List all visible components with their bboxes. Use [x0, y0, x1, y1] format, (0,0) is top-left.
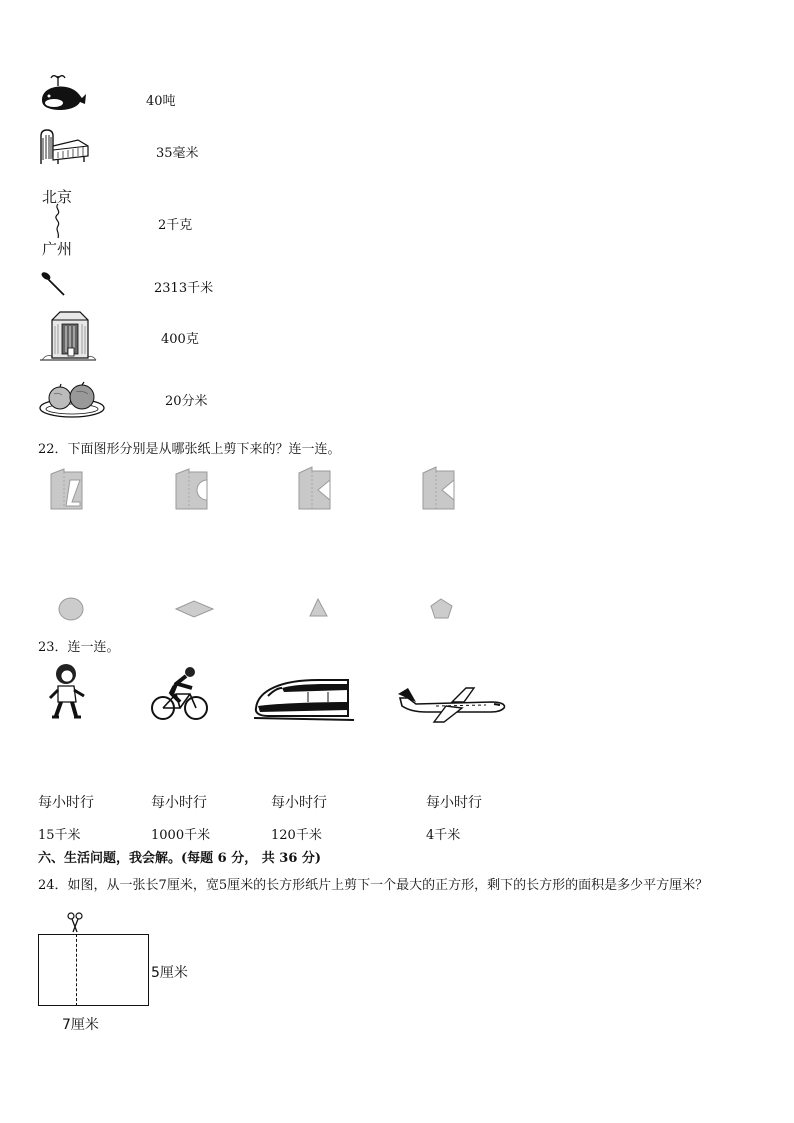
speed-label: 每小时行 — [271, 795, 327, 811]
walking-child-icon — [44, 660, 90, 720]
folded-paper-cut-1-icon — [50, 468, 84, 510]
cut-line — [76, 934, 77, 1006]
map-label-top: 北京 — [42, 188, 73, 206]
airplane-icon — [396, 684, 508, 724]
section-6-heading: 六、生活问题，我会解。(每题 6 分， 共 36 分) — [38, 851, 322, 866]
bed-icon — [38, 126, 90, 166]
unit-value: 40吨 — [146, 94, 176, 109]
folded-paper-cut-4-icon — [422, 466, 456, 510]
unit-value: 2313千米 — [154, 281, 214, 296]
speed-label: 每小时行 — [426, 795, 482, 811]
question-23-prompt: 23．连一连。 — [38, 640, 120, 655]
fruit-plate-icon — [38, 378, 108, 420]
length-label: 7厘米 — [62, 1017, 99, 1033]
question-24-prompt: 24．如图，从一张长7厘米，宽5厘米的长方形纸片上剪下一个最大的正方形，剩下的长方形的面积是多少平方厘米？ — [38, 878, 709, 893]
width-label: 5厘米 — [151, 965, 188, 981]
unit-value: 35毫米 — [156, 146, 199, 161]
bullet-train-icon — [248, 672, 358, 724]
unit-value: 400克 — [161, 332, 199, 347]
folded-paper-cut-2-icon — [175, 468, 209, 510]
building-icon — [38, 308, 98, 362]
pentagon-icon — [430, 598, 454, 620]
speed-value: 4千米 — [426, 828, 461, 843]
map-label-bottom: 广州 — [42, 240, 73, 258]
scissors-icon — [66, 912, 84, 934]
speed-value: 120千米 — [271, 828, 322, 843]
cyclist-icon — [150, 664, 210, 722]
unit-value: 2千克 — [158, 218, 193, 233]
folded-paper-cut-3-icon — [298, 466, 332, 510]
unit-value: 20分米 — [165, 394, 208, 409]
speed-value: 1000千米 — [151, 828, 211, 843]
triangle-icon — [309, 598, 329, 618]
rectangle-paper — [38, 934, 149, 1006]
rhombus-icon — [175, 600, 215, 618]
route-map-icon — [44, 203, 74, 239]
speed-label: 每小时行 — [38, 795, 94, 811]
whale-icon — [36, 72, 88, 114]
circle-icon — [58, 597, 86, 623]
question-22-prompt: 22．下面图形分别是从哪张纸上剪下来的？连一连。 — [38, 442, 341, 457]
speed-value: 15千米 — [38, 828, 81, 843]
pin-icon — [40, 270, 68, 298]
speed-label: 每小时行 — [151, 795, 207, 811]
